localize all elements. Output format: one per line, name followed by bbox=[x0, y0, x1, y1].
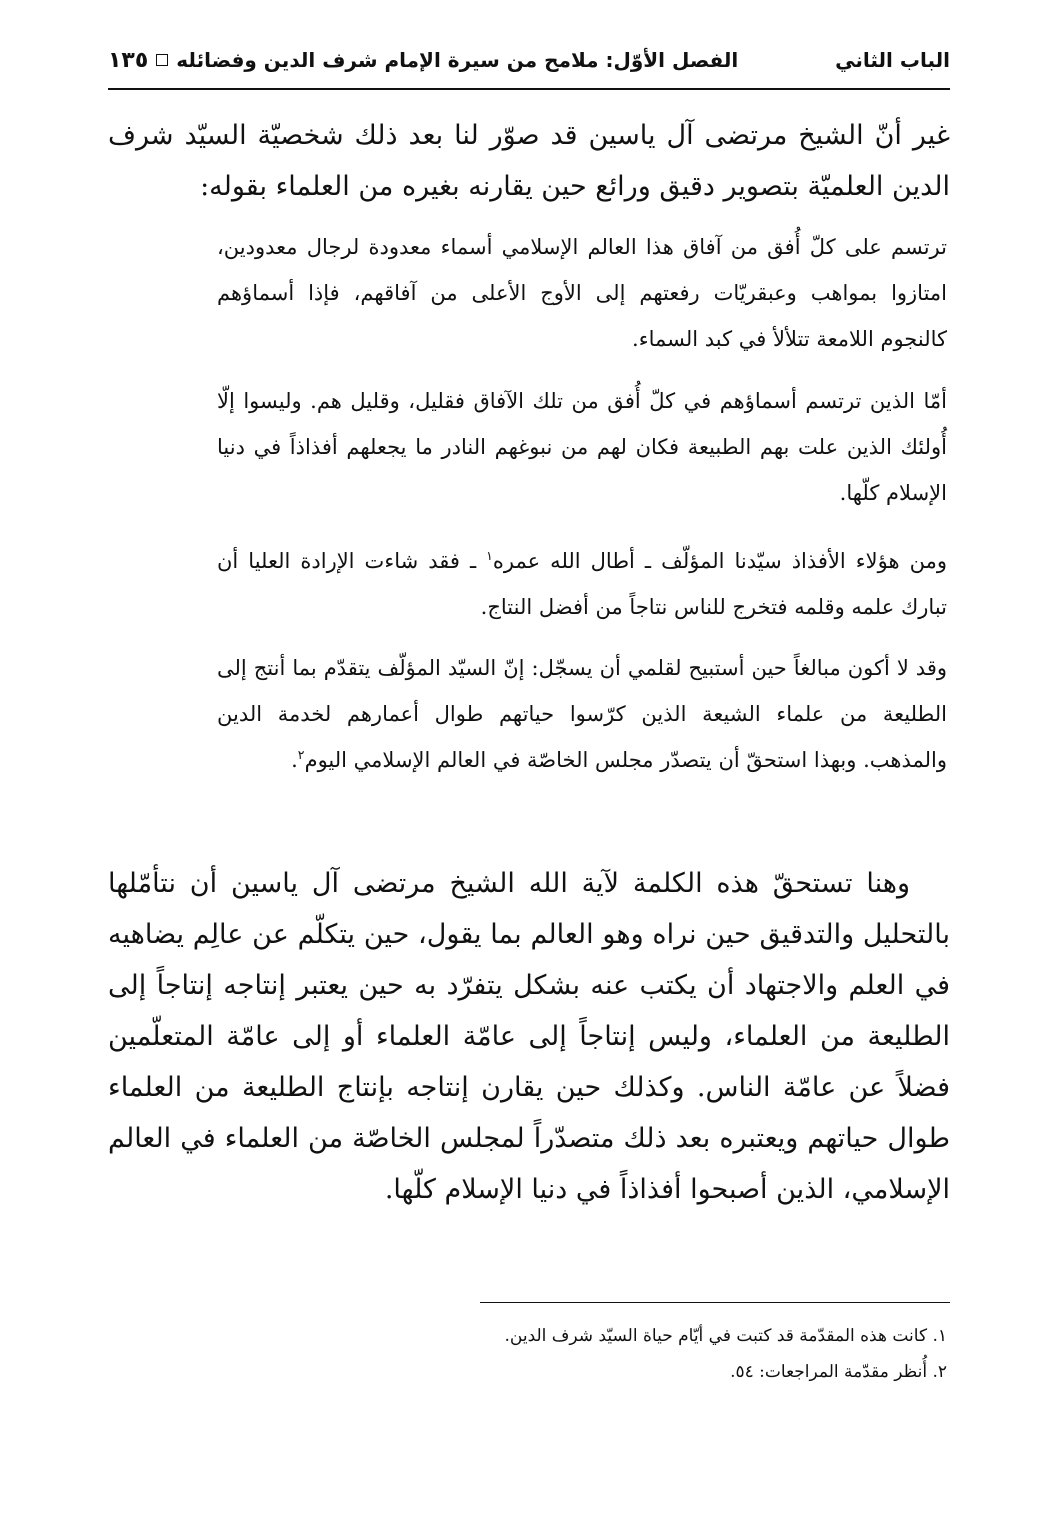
quote-paragraph-3 bbox=[217, 538, 947, 630]
header-divider bbox=[108, 88, 950, 90]
paragraph-analysis: وهنا تستحقّ هذه الكلمة لآية الله الشيخ مرتضى آل ياسين أن نتأمّلها بالتحليل والتدقيق حين نراه وهو العالم بما يقول، حين يتكلّم عن عالِم يضاهيه في العلم والاجتهاد أن يكتب عنه بشكل يتفرّد به حين يعتبر إنتاجه إنتاجاً إلى الطليعة من العلماء، وليس إنتاجاً إلى عامّة العلماء أو إلى عامّة المتعلّمين فضلاً عن عامّة الناس. وكذلك حين يقارن إنتاجه بإنتاج الطليعة من العلماء طوال حياتهم ويعتبره بعد ذلك متصدّراً لمجلس الخاصّة من العلماء في العالم الإسلامي، الذين أصبحوا أفذاذاً في دنيا الإسلام كلّها. bbox=[108, 868, 950, 1205]
page-number: ١٣٥ bbox=[108, 47, 149, 73]
footnote-1: ١. كانت هذه المقدّمة قد كتبت في أيّام حياة السيّد شرف الدين. bbox=[504, 1326, 947, 1346]
square-ornament-icon bbox=[156, 54, 168, 66]
chapter-header bbox=[108, 48, 738, 73]
chapter-title: الفصل الأوّل: ملامح من سيرة الإمام شرف الدين وفضائله bbox=[176, 48, 739, 72]
quote-4-text-a: وقد لا أكون مبالغاً حين أستبيح لقلمي أن يسجّل: إنّ السيّد المؤلّف يتقدّم بما أنتج إلى الطليعة من علماء الشيعة الذين كرّسوا حياتهم طوال أعمارهم لخدمة الدين والمذهب. وبهذا استحقّ أن يتصدّر مجلس الخاصّة في العالم الإسلامي اليوم bbox=[217, 656, 947, 772]
footnote-divider bbox=[480, 1302, 950, 1303]
quote-paragraph-1: ترتسم على كلّ أُفق من آفاق هذا العالم الإسلامي أسماء معدودة لرجال معدودين، امتازوا بمواهب وعبقريّات رفعتهم إلى الأوج الأعلى من آفاقهم، فإذا أسماؤهم كالنجوم اللامعة تتلألأ في كبد السماء. bbox=[217, 235, 947, 351]
quote-paragraph-4 bbox=[217, 645, 947, 783]
quote-paragraph-2: أمّا الذين ترتسم أسماؤهم في كلّ أُفق من تلك الآفاق فقليل، وقليل هم. وليسوا إلّا أُولئك الذين علت بهم الطبيعة فكان لهم من نبوغهم النادر ما يجعلهم أفذاذاً في دنيا الإسلام كلّها. bbox=[217, 389, 947, 505]
section-title: الباب الثاني bbox=[835, 48, 950, 72]
footnotes bbox=[105, 1318, 947, 1390]
paragraph-intro-text: غير أنّ الشيخ مرتضى آل ياسين قد صوّر لنا بعد ذلك شخصيّة السيّد شرف الدين العلميّة بتصوير دقيق ورائع حين يقارنه بغيره من العلماء بقوله: bbox=[108, 120, 950, 202]
quote-4-text-b: . bbox=[291, 748, 298, 772]
quote-3-text-a: ومن هؤلاء الأفذاذ سيّدنا المؤلّف ـ أطال الله عمره bbox=[492, 549, 947, 573]
footnote-2: ٢. أُنظر مقدّمة المراجعات: ٥٤. bbox=[730, 1362, 947, 1382]
footnote-ref-2[interactable]: ٢ bbox=[297, 747, 305, 762]
running-header bbox=[108, 38, 950, 82]
paragraph-intro bbox=[108, 110, 950, 212]
quote-3-text-b: ـ فقد شاءت الإرادة العليا أن تبارك علمه وقلمه فتخرج للناس نتاجاً من أفضل النتاج. bbox=[217, 549, 947, 619]
footnote-ref-1[interactable]: ١ bbox=[486, 548, 493, 563]
